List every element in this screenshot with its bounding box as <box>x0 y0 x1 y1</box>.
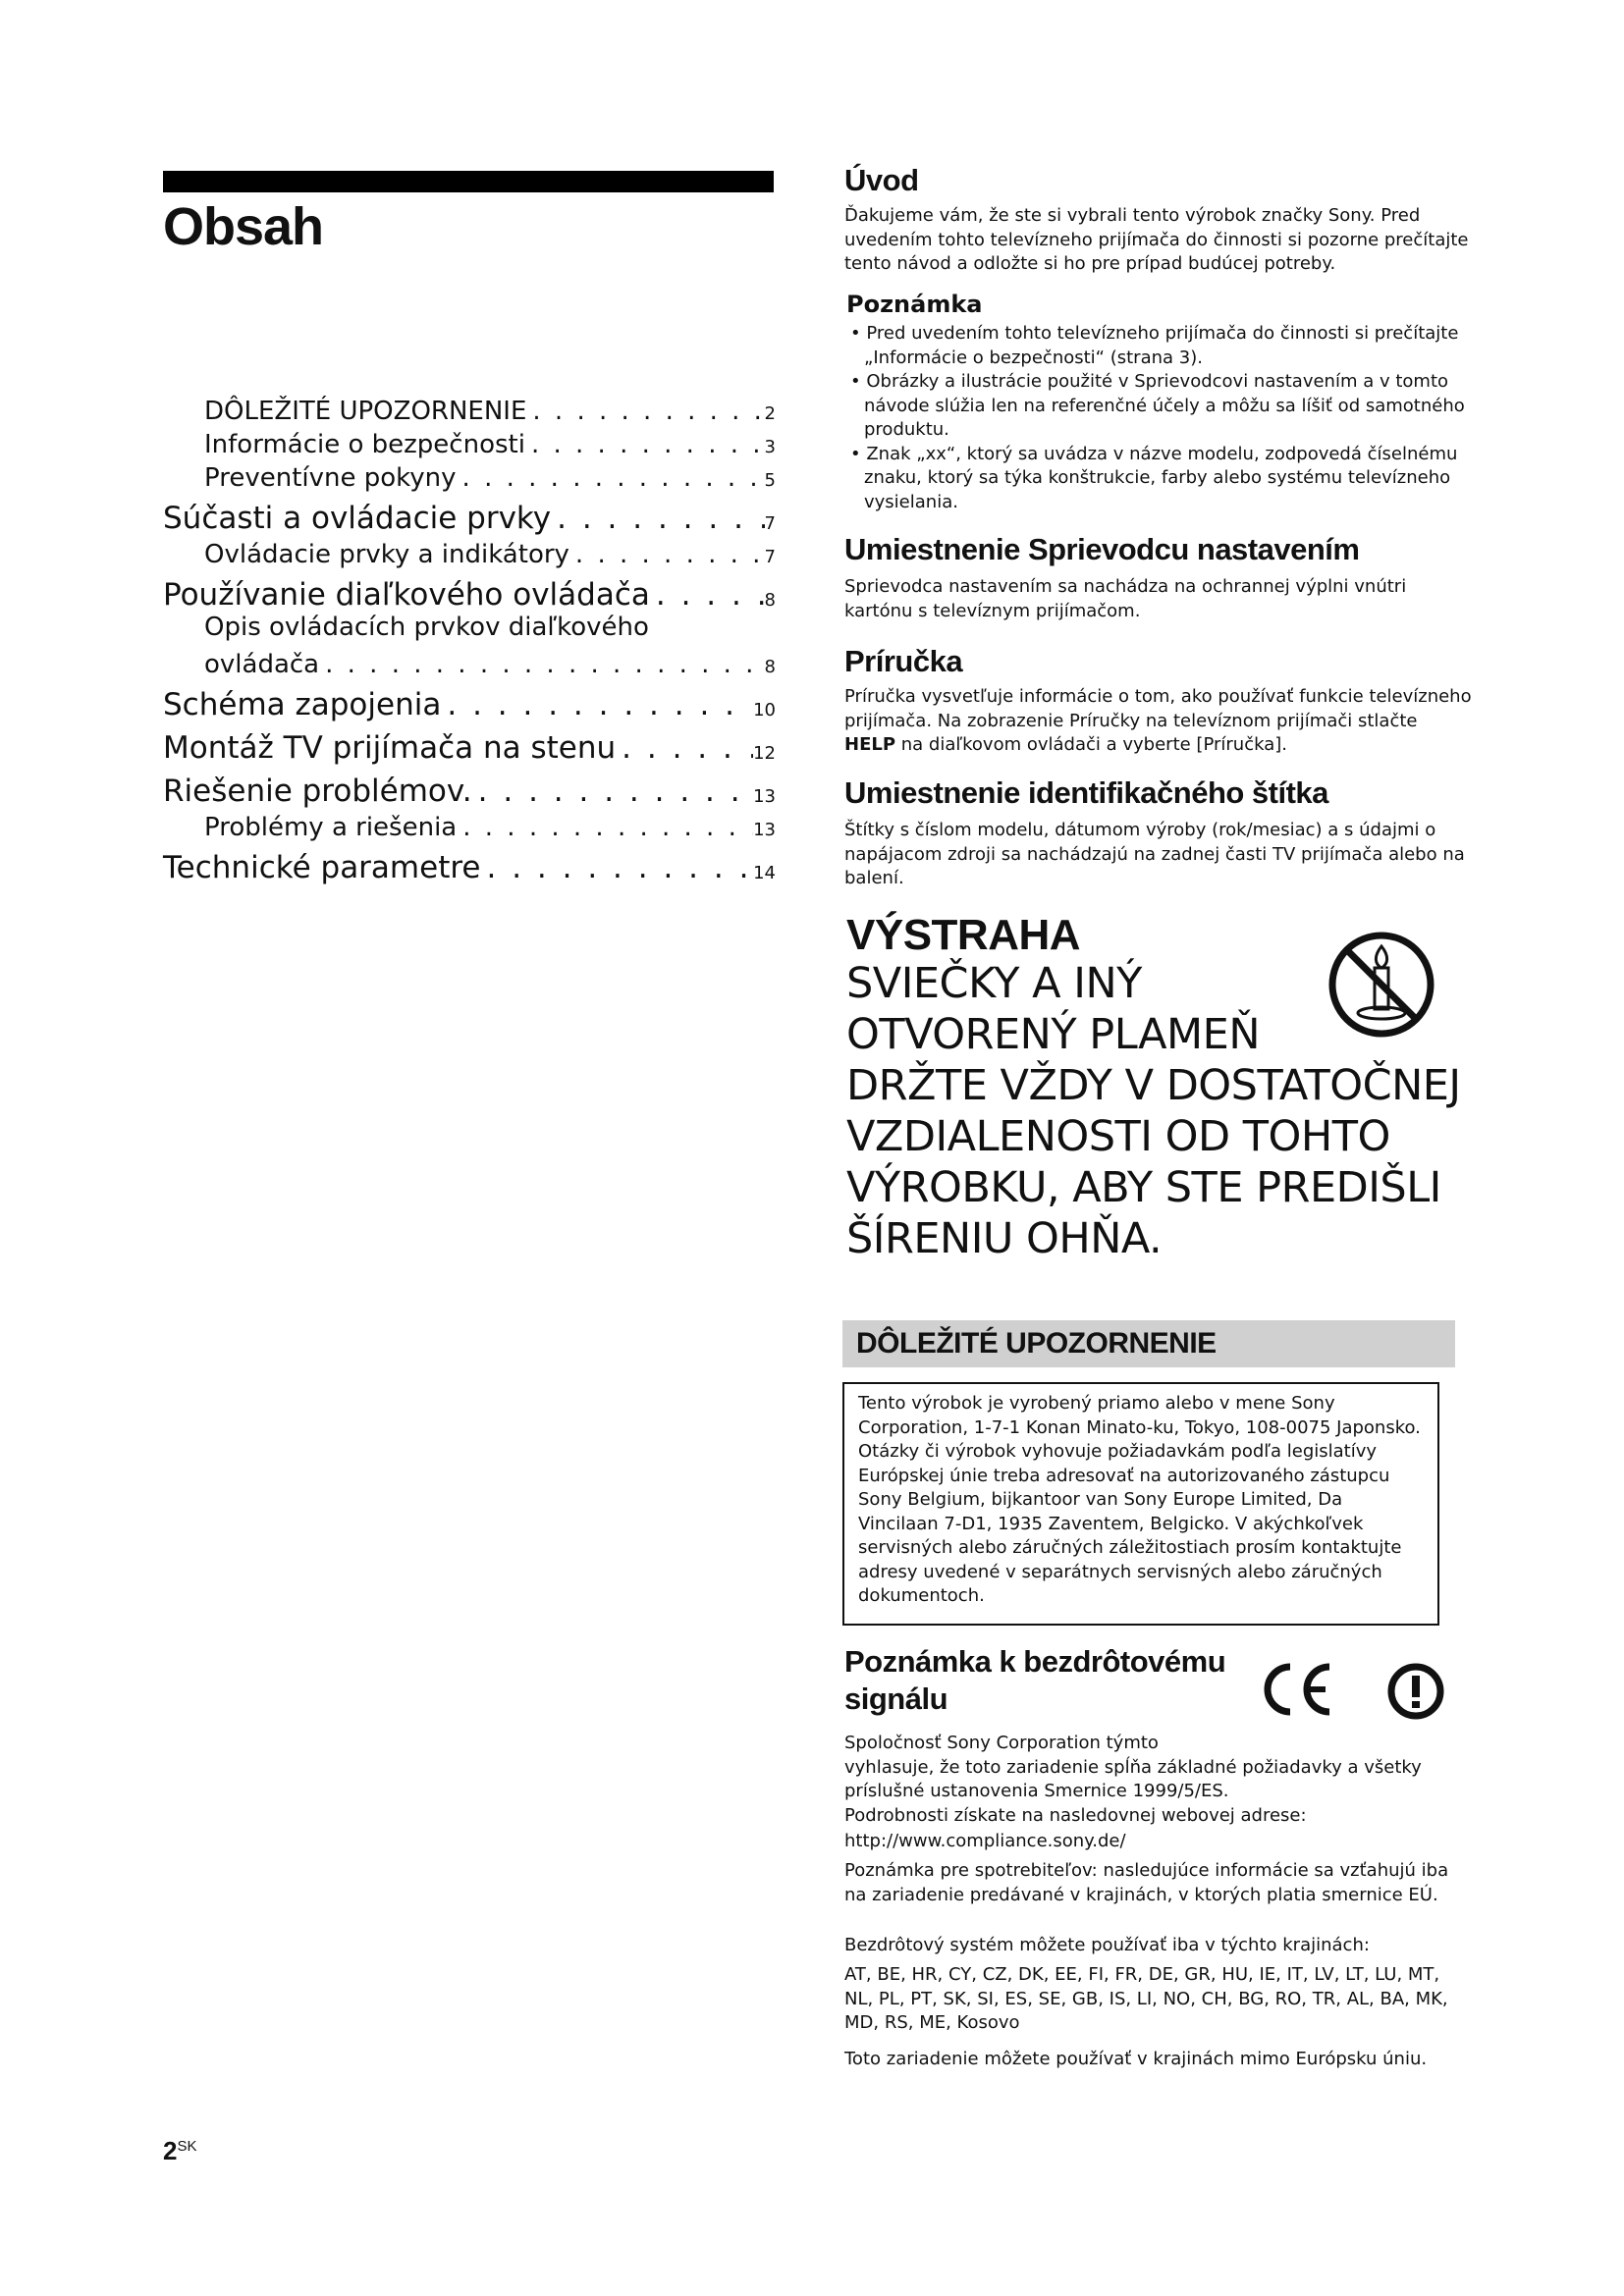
toc-entry-page: 2 <box>764 402 776 424</box>
toc-entry-safety-info[interactable] <box>163 426 776 459</box>
toc-entry-label: Schéma zapojenia <box>163 687 442 722</box>
intro-heading: Úvod <box>844 163 919 197</box>
important-notice-box: Tento výrobok je vyrobený priamo alebo v mene Sony Corporation, 1-7-1 Konan Minato-ku, Tokyo, 108-0075 Japonsko. Otázky či výrobok vyhovuje požiadavkám podľa legislatívy Európskej únie treba adresovať na autorizovaného zástupcu Sony Belgium, bijkantoor van Sony Europe Limited, Da Vincilaan 7-D1, 1935 Zaventem, Belgicko. V akýchkoľvek servisných alebo záručných záležitostiach prosím kontaktujte adresy uvedené v separátnych servisných alebo záručných dokumentoch. <box>842 1382 1439 1626</box>
toc-entry-specifications[interactable] <box>163 844 776 885</box>
page-number: $2^{SK}$ <box>163 2136 197 2165</box>
toc-entry-wall-mount[interactable] <box>163 724 776 766</box>
toc-entry-label: Ovládacie prvky a indikátory <box>204 540 569 569</box>
toc-entry-label: ovládača <box>204 650 320 679</box>
toc-entry-page: 13 <box>753 819 776 840</box>
table-of-contents <box>163 393 776 885</box>
toc-entry-label: Informácie o bezpečnosti <box>204 430 525 459</box>
toc-entry-label: Preventívne pokyny <box>204 463 457 493</box>
id-label-heading: Umiestnenie identifikačného štítka <box>844 775 1328 810</box>
toc-entry-problems-solutions[interactable] <box>163 809 776 842</box>
help-guide-text: Príručka vysvetľuje informácie o tom, ako používať funkcie televízneho prijímača. Na zobrazenie Príručky na televíznom prijímači stlačte HELP na diaľkovom ovládači a vyberte [Príručka]. <box>844 686 1472 755</box>
toc-entry-page: 13 <box>753 785 776 807</box>
alert-mark-icon <box>1384 1663 1447 1720</box>
warning-text: SVIEČKY A INÝ OTVORENÝ PLAMEŇ DRŽTE VŽDY V DOSTATOČNEJ VZDIALENOSTI OD TOHTO VÝROBKU, ABY STE PREDIŠLI ŠÍRENIU OHŇA. <box>846 959 1461 1263</box>
toc-entry-troubleshooting[interactable] <box>163 768 776 809</box>
toc-entry-label: DÔLEŽITÉ UPOZORNENIE <box>204 397 527 426</box>
toc-entry-label: Používanie diaľkového ovládača <box>163 577 650 613</box>
help-guide-heading: Príručka <box>844 644 963 678</box>
toc-entry-page: 14 <box>753 862 776 883</box>
toc-title-rule <box>163 171 774 192</box>
toc-entry-page: 12 <box>753 742 776 764</box>
toc-entry-using-remote[interactable] <box>163 571 776 613</box>
id-label-text: Štítky s číslom modelu, dátumom výroby (rok/mesiac) a s údajmi o napájacom zdroji sa nachádzajú na zadnej časti TV prijímača alebo na balení. <box>844 820 1465 888</box>
toc-entry-label-line1: Opis ovládacích prvkov diaľkového <box>204 613 649 642</box>
no-candle-icon <box>1326 929 1437 1041</box>
toc-entry-label: Technické parametre <box>163 850 481 885</box>
toc-entry-remote-description[interactable] <box>163 646 776 679</box>
wireless-details: Podrobnosti získate na nasledovnej webovej adrese: <box>844 1805 1307 1826</box>
wireless-country-list: AT, BE, HR, CY, CZ, DK, EE, FI, FR, DE, GR, HU, IE, IT, LV, LT, LU, MT, NL, PL, PT, SK, SI, ES, SE, GB, IS, LI, NO, CH, BG, RO, TR, AL, BA, MK, MD, RS, ME, Kosovo <box>844 1964 1448 2033</box>
note-item: • Obrázky a ilustrácie použité v Sprievodcovi nastavením a v tomto návode slúžia len na referenčné účely a môžu sa líšiť od samotného produktu. <box>846 370 1475 443</box>
ce-mark-icon <box>1261 1661 1333 1718</box>
toc-entry-page: 8 <box>764 656 776 677</box>
wireless-declaration: Spoločnosť Sony Corporation týmto vyhlasuje, že toto zariadenie spĺňa základné požiadavky a všetky príslušné ustanovenia Smernice 1999/5/ES. <box>844 1733 1422 1801</box>
toc-entry-label: Montáž TV prijímača na stenu <box>163 730 617 766</box>
setup-guide-text: Sprievodca nastavením sa nachádza na ochrannej výplni vnútri kartónu s televíznym prijímačom. <box>844 576 1407 621</box>
note-item: • Pred uvedením tohto televízneho prijímača do činnosti si prečítajte „Informácie o bezpečnosti“ (strana 3). <box>846 322 1475 370</box>
toc-entry-controls-indicators[interactable] <box>163 536 776 569</box>
toc-entry-precautions[interactable] <box>163 459 776 493</box>
toc-entry-label: Súčasti a ovládacie prvky <box>163 501 552 536</box>
wireless-countries-intro: Bezdrôtový systém môžete používať iba v týchto krajinách: <box>844 1935 1370 1955</box>
language-code: SK <box>177 2138 197 2155</box>
toc-entry-important-notice[interactable] <box>163 393 776 426</box>
help-key: HELP <box>844 734 896 755</box>
wireless-outside-eu-note: Toto zariadenie môžete používať v krajinách mimo Európsku úniu. <box>844 2049 1428 2069</box>
toc-entry-page: 3 <box>764 436 776 457</box>
toc-entry-label: Riešenie problémov. <box>163 774 472 809</box>
compliance-url-link[interactable]: http://www.compliance.sony.de/ <box>844 1831 1126 1851</box>
toc-entry-connection-diagram[interactable] <box>163 681 776 722</box>
toc-entry-page: 7 <box>764 546 776 567</box>
toc-entry-page: 7 <box>764 512 776 534</box>
toc-entry-page: 8 <box>764 589 776 611</box>
important-notice-heading: DÔLEŽITÉ UPOZORNENIE <box>856 1327 1217 1360</box>
note-list <box>846 322 1475 514</box>
toc-entry-parts-controls[interactable] <box>163 495 776 536</box>
setup-guide-heading: Umiestnenie Sprievodcu nastavením <box>844 532 1360 566</box>
note-item: • Znak „xx“, ktorý sa uvádza v názve modelu, zodpovedá číselnému znaku, ktorý sa týka konštrukcie, farby alebo systému televízneho vysielania. <box>846 443 1475 515</box>
warning-heading: VÝSTRAHA <box>846 911 1081 959</box>
wireless-heading: Poznámka k bezdrôtovému signálu <box>844 1644 1226 1716</box>
toc-entry-page: 10 <box>753 699 776 721</box>
intro-text: Ďakujeme vám, že ste si vybrali tento výrobok značky Sony. Pred uvedením tohto televízneho prijímača do činnosti si pozorne prečítajte tento návod a odložte si ho pre prípad budúcej potreby. <box>844 205 1469 274</box>
note-heading: Poznámka <box>846 291 983 318</box>
wireless-consumer-note: Poznámka pre spotrebiteľov: nasledujúce informácie sa vzťahujú iba na zariadenie predávané v krajinách, v ktorých platia smernice EÚ. <box>844 1860 1449 1905</box>
toc-entry-page: 5 <box>764 469 776 491</box>
toc-entry-label: Problémy a riešenia <box>204 813 458 842</box>
toc-title: Obsah <box>163 197 324 256</box>
